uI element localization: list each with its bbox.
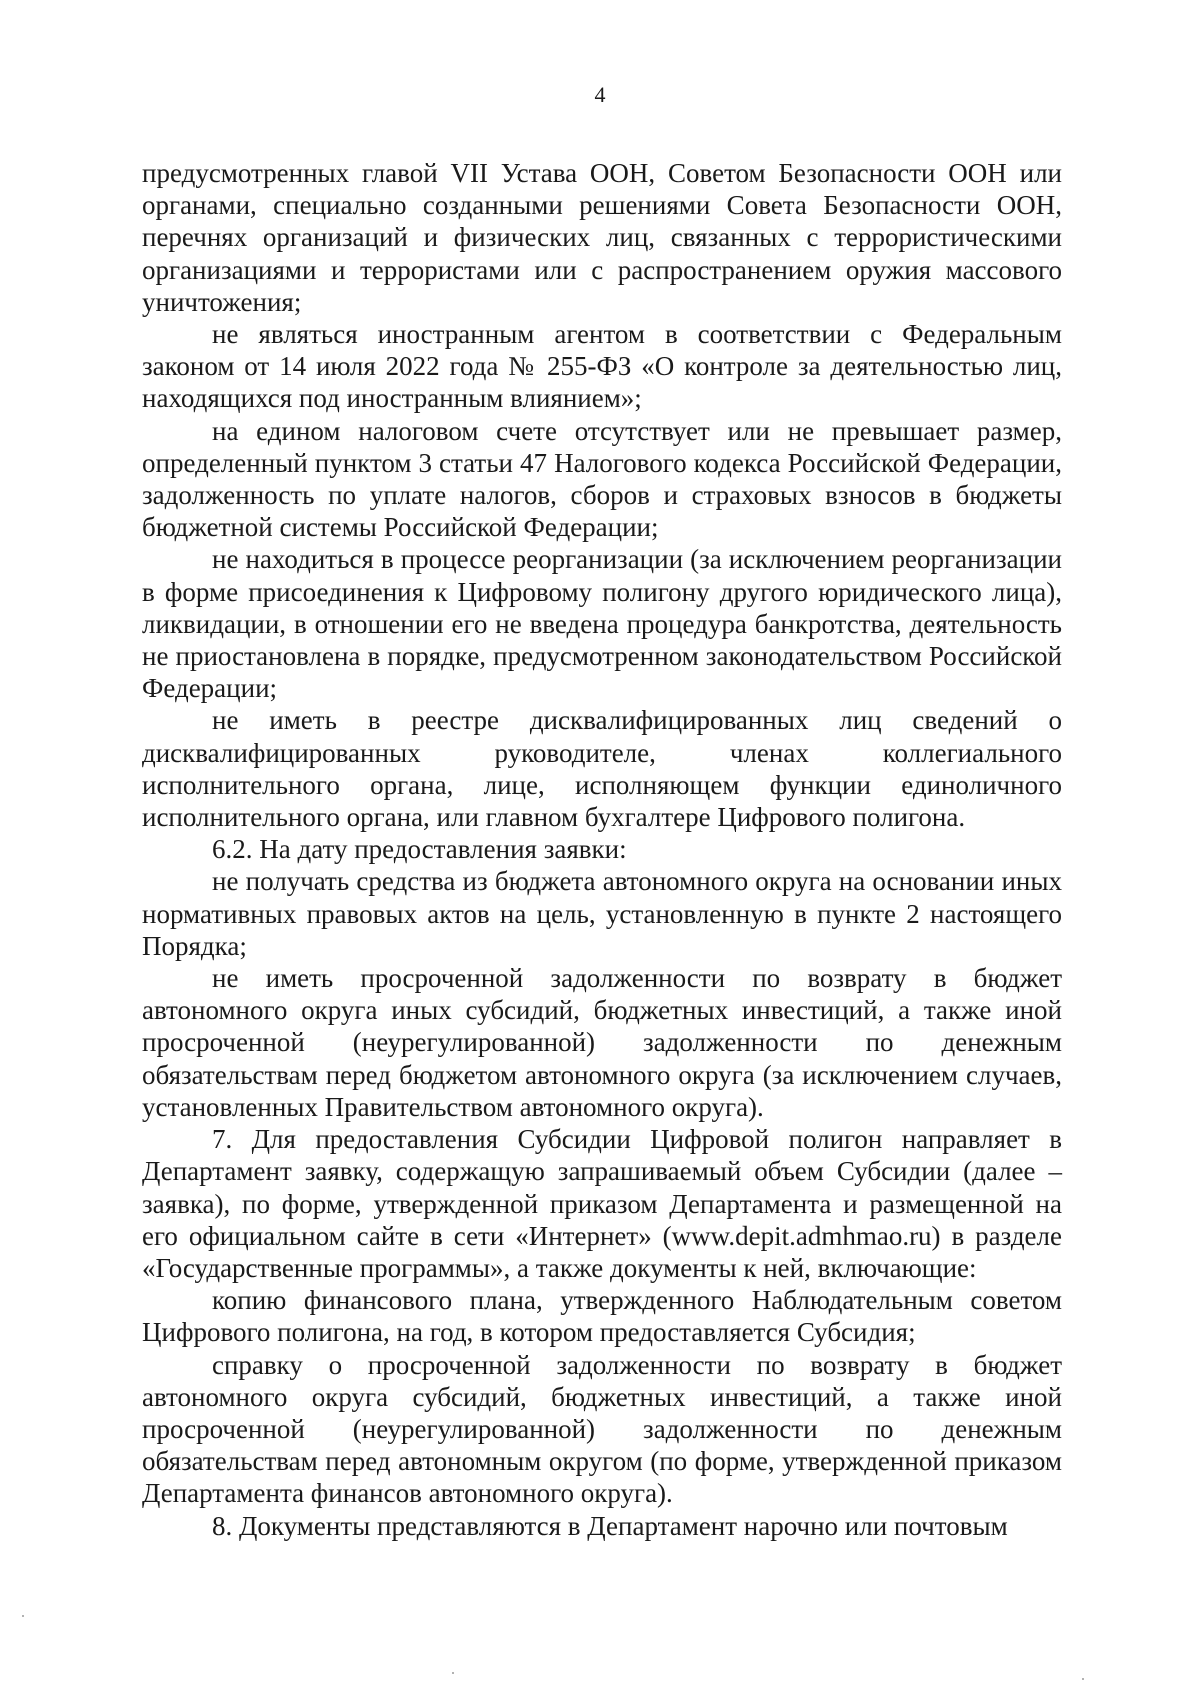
page-number: 4 — [594, 82, 606, 107]
paragraph-sanctions-lists: предусмотренных главой VII Устава ООН, Советом Безопасности ООН или органами, специально созданными решениями Совета Безопасности ООН, перечнях организаций и физических лиц, связанных с террористическими организациями и террористами или с распространением оружия массового уничтожения; — [142, 158, 1062, 317]
scan-speck — [1082, 1678, 1084, 1680]
paragraph-tax-debt: на едином налоговом счете отсутствует или не превышает размер, определенный пунктом 3 статьи 47 Налогового кодекса Российской Федерации, задолженность по уплате налогов, сборов и страховых взносов в бюджеты бюджетной системы Российской Федерации; — [142, 415, 1062, 543]
scan-speck — [452, 1672, 454, 1674]
paragraph-clause-6-2: 6.2. На дату предоставления заявки: — [212, 834, 627, 865]
paragraph-disqualified-persons: не иметь в реестре дисквалифицированных лиц сведений о дисквалифицированных руководителе, членах коллегиального исполнительного органа, лице, исполняющем функции единоличного исполнительного органа, или главном бухгалтере Цифрового полигона. — [142, 705, 1062, 833]
document-body — [142, 157, 1062, 1542]
paragraph-clause-7: 7. Для предоставления Субсидии Цифровой полигон направляет в Департамент заявку, содержащую запрашиваемый объем Субсидии (далее – заявка), по форме, утвержденной приказом Департамента и размещенной на его официальном сайте в сети «Интернет» (www.depit.admhmao.ru) в разделе «Государственные программы», а также документы к ней, включающие: — [142, 1124, 1062, 1283]
paragraph-debt-certificate: справку о просроченной задолженности по возврату в бюджет автономного округа субсидий, бюджетных инвестиций, а также иной просроченной (неурегулированной) задолженности по денежным обязательствам перед автономным округом (по форме, утвержденной приказом Департамента финансов автономного округа). — [142, 1349, 1062, 1509]
paragraph-clause-8: 8. Документы представляются в Департамент нарочно или почтовым — [212, 1510, 1008, 1541]
scan-speck — [22, 1615, 24, 1617]
paragraph-foreign-agent: не являться иностранным агентом в соответствии с Федеральным законом от 14 июля 2022 года № 255-ФЗ «О контроле за деятельностью лиц, находящихся под иностранным влиянием»; — [142, 319, 1062, 414]
paragraph-reorganization: не находиться в процессе реорганизации (за исключением реорганизации в форме присоединения к Цифровому полигону другого юридического лица), ликвидации, в отношении его не введена процедура банкротства, деятельность не приостановлена в порядке, предусмотренном законодательством Российской Федерации; — [142, 544, 1062, 704]
paragraph-no-other-funds: не получать средства из бюджета автономного округа на основании иных нормативных правовых актов на цель, установленную в пункте 2 настоящего Порядка; — [142, 866, 1062, 961]
paragraph-financial-plan: копию финансового плана, утвержденного Наблюдательным советом Цифрового полигона, на год, в котором предоставляется Субсидия; — [142, 1285, 1062, 1348]
paragraph-no-overdue-debt: не иметь просроченной задолженности по возврату в бюджет автономного округа иных субсидий, бюджетных инвестиций, а также иной просроченной (неурегулированной) задолженности по денежным обязательствам перед бюджетом автономного округа (за исключением случаев, установленных Правительством автономного округа). — [142, 963, 1062, 1122]
